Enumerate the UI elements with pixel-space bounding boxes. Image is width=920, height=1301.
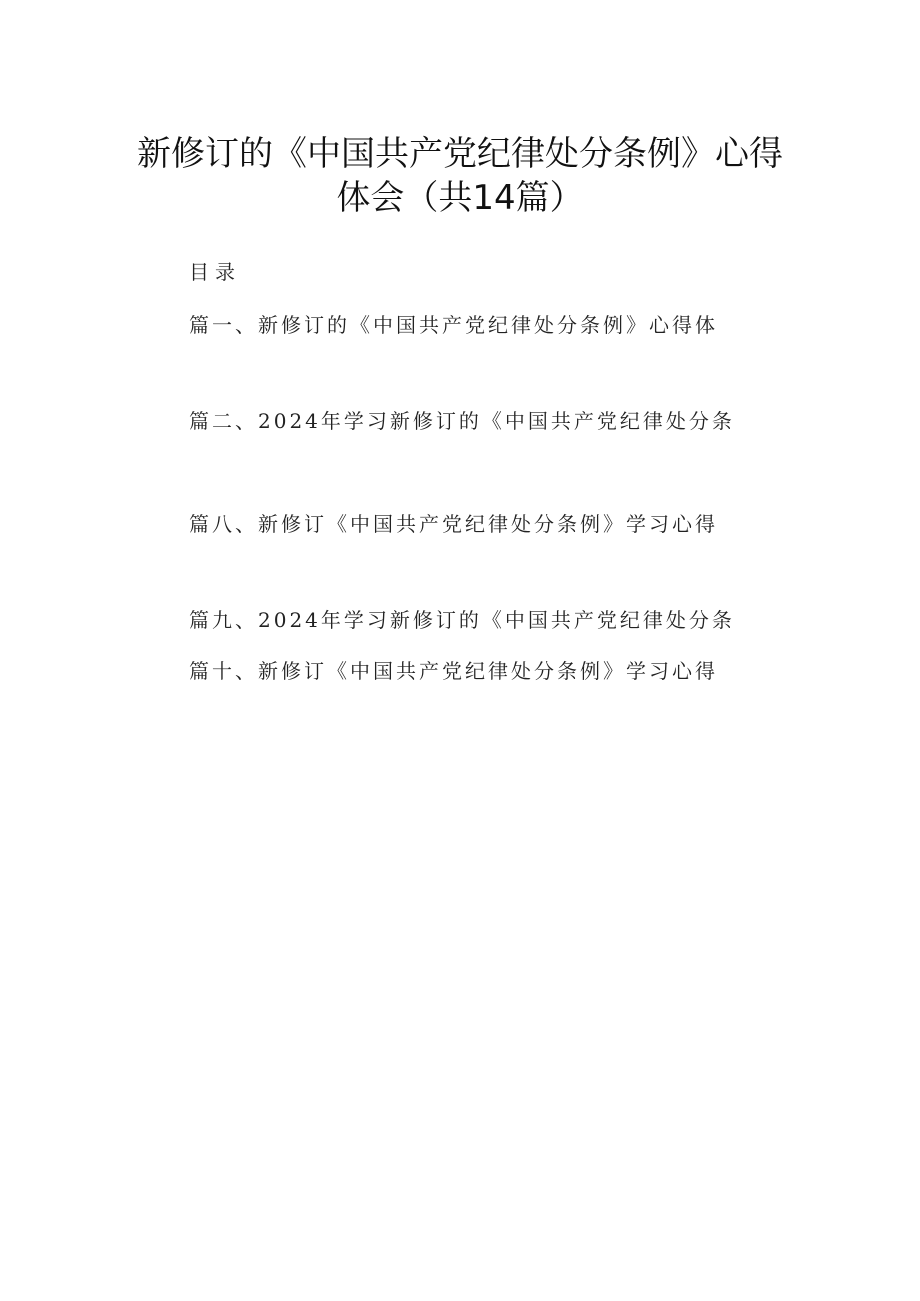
toc-heading: 目录 — [189, 260, 241, 284]
toc-item-10[interactable]: 篇十、新修订《中国共产党纪律处分条例》学习心得 — [189, 659, 718, 683]
toc-item-8[interactable]: 篇八、新修订《中国共产党纪律处分条例》学习心得 — [189, 512, 718, 536]
toc-item-1[interactable]: 篇一、新修订的《中国共产党纪律处分条例》心得体 — [189, 313, 718, 337]
toc-item-2[interactable]: 篇二、2024年学习新修订的《中国共产党纪律处分条 — [189, 409, 735, 433]
toc-item-9[interactable]: 篇九、2024年学习新修订的《中国共产党纪律处分条 — [189, 608, 735, 632]
document-title-line-1: 新修订的《中国共产党纪律处分条例》心得 — [137, 134, 783, 174]
document-title-line-2: 体会（共14篇） — [336, 178, 584, 218]
